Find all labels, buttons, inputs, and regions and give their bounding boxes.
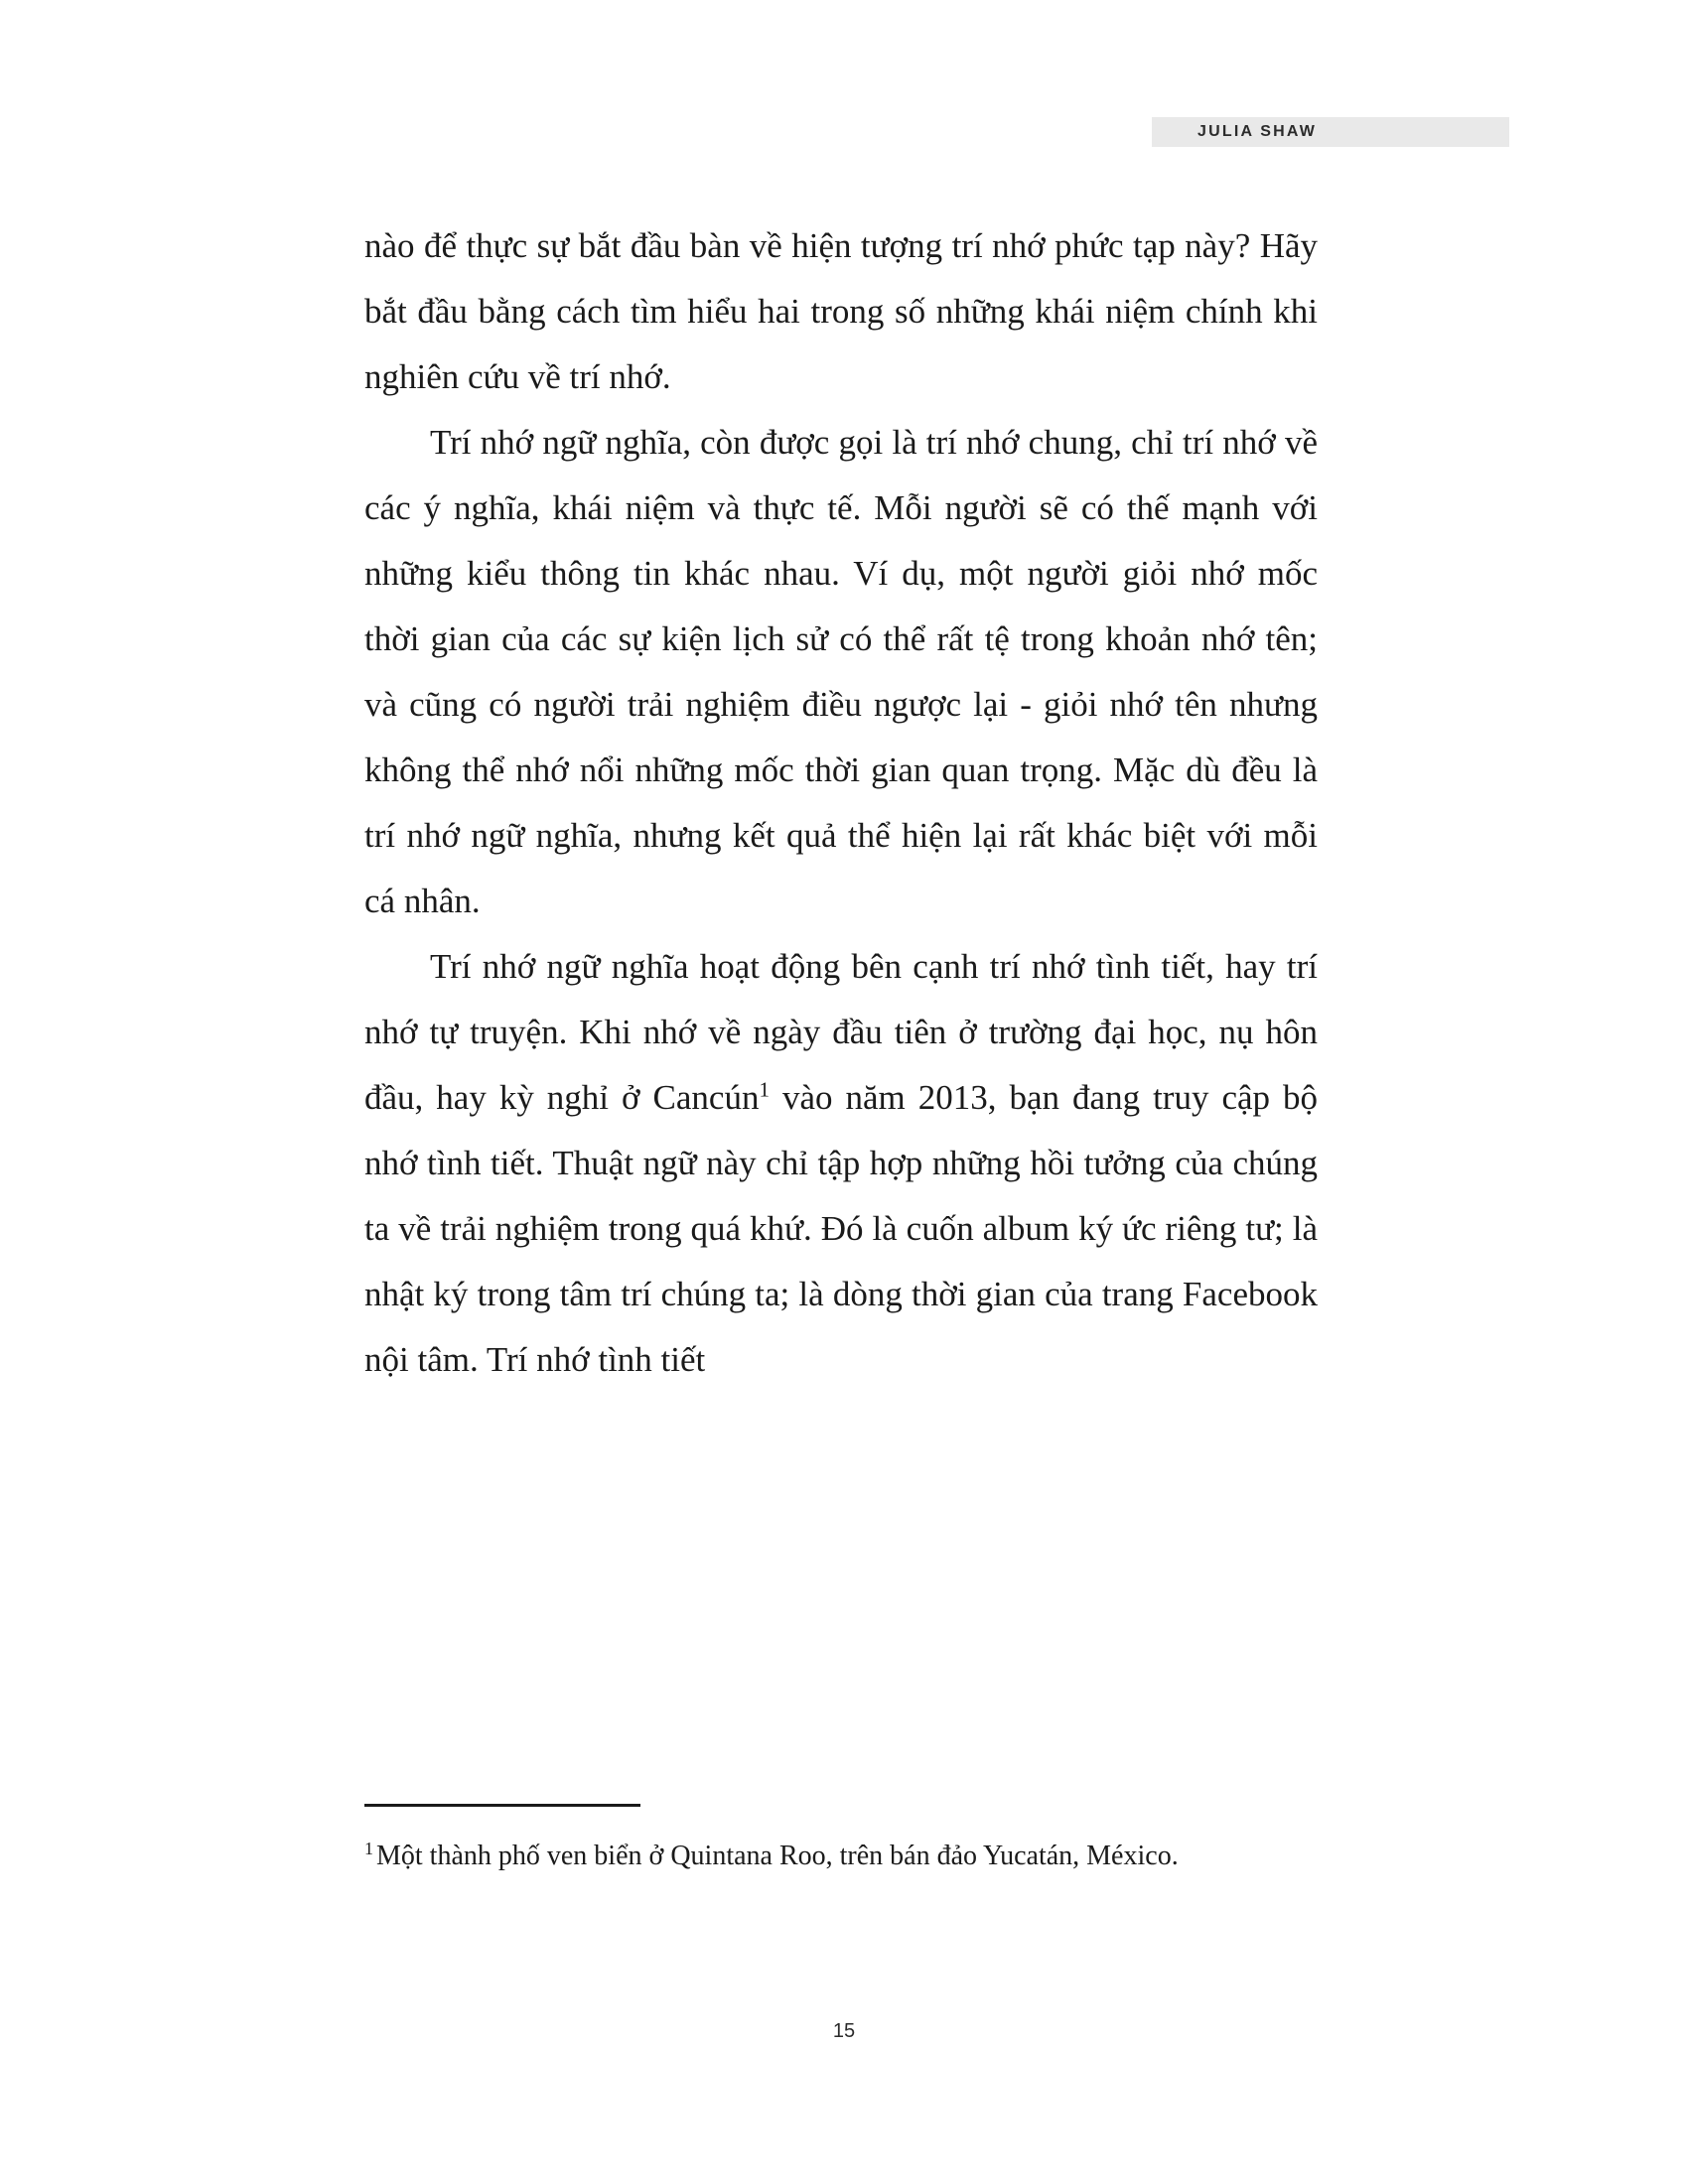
paragraph-3-part-a: Trí nhớ ngữ nghĩa hoạt động bên cạnh trí nhớ tình tiết, hay trí nhớ tự truyện. Khi nhớ về ngày đầu tiên ở trường đại học, nụ hôn đầu, hay kỳ nghỉ ở Cancún xyxy=(364,947,1318,1117)
paragraph-3 xyxy=(364,934,1318,1393)
running-head-band xyxy=(1152,117,1509,147)
page-number: 15 xyxy=(832,2020,856,2042)
paragraph-2: Trí nhớ ngữ nghĩa, còn được gọi là trí nhớ chung, chỉ trí nhớ về các ý nghĩa, khái niệm và thực tế. Mỗi người sẽ có thế mạnh với những kiểu thông tin khác nhau. Ví dụ, một người giỏi nhớ mốc thời gian của các sự kiện lịch sử có thể rất tệ trong khoản nhớ tên; và cũng có người trải nghiệm điều ngược lại - giỏi nhớ tên nhưng không thể nhớ nổi những mốc thời gian quan trọng. Mặc dù đều là trí nhớ ngữ nghĩa, nhưng kết quả thể hiện lại rất khác biệt với mỗi cá nhân. xyxy=(364,423,1318,920)
paragraph-3-part-b: vào năm 2013, bạn đang truy cập bộ nhớ tình tiết. Thuật ngữ này chỉ tập hợp những hồi tưởng của chúng ta về trải nghiệm trong quá khứ. Đó là cuốn album ký ức riêng tư; là nhật ký trong tâm trí chúng ta; là dòng thời gian của trang Facebook nội tâm. Trí nhớ tình tiết xyxy=(364,1078,1319,1379)
footnote-separator-rule xyxy=(364,1804,640,1807)
footnote-marker: 1 xyxy=(364,1838,373,1858)
footnote xyxy=(364,1830,1318,1883)
footnote-text: Một thành phố ven biển ở Quintana Roo, trên bán đảo Yucatán, México. xyxy=(376,1841,1179,1871)
running-head-text: JULIA SHAW xyxy=(1197,123,1318,140)
footnote-reference-marker: 1 xyxy=(759,1077,770,1102)
body-text-block xyxy=(364,213,1318,1393)
paragraph-1: nào để thực sự bắt đầu bàn về hiện tượng trí nhớ phức tạp này? Hãy bắt đầu bằng cách tìm hiểu hai trong số những khái niệm chính khi nghiên cứu về trí nhớ. xyxy=(364,226,1318,396)
